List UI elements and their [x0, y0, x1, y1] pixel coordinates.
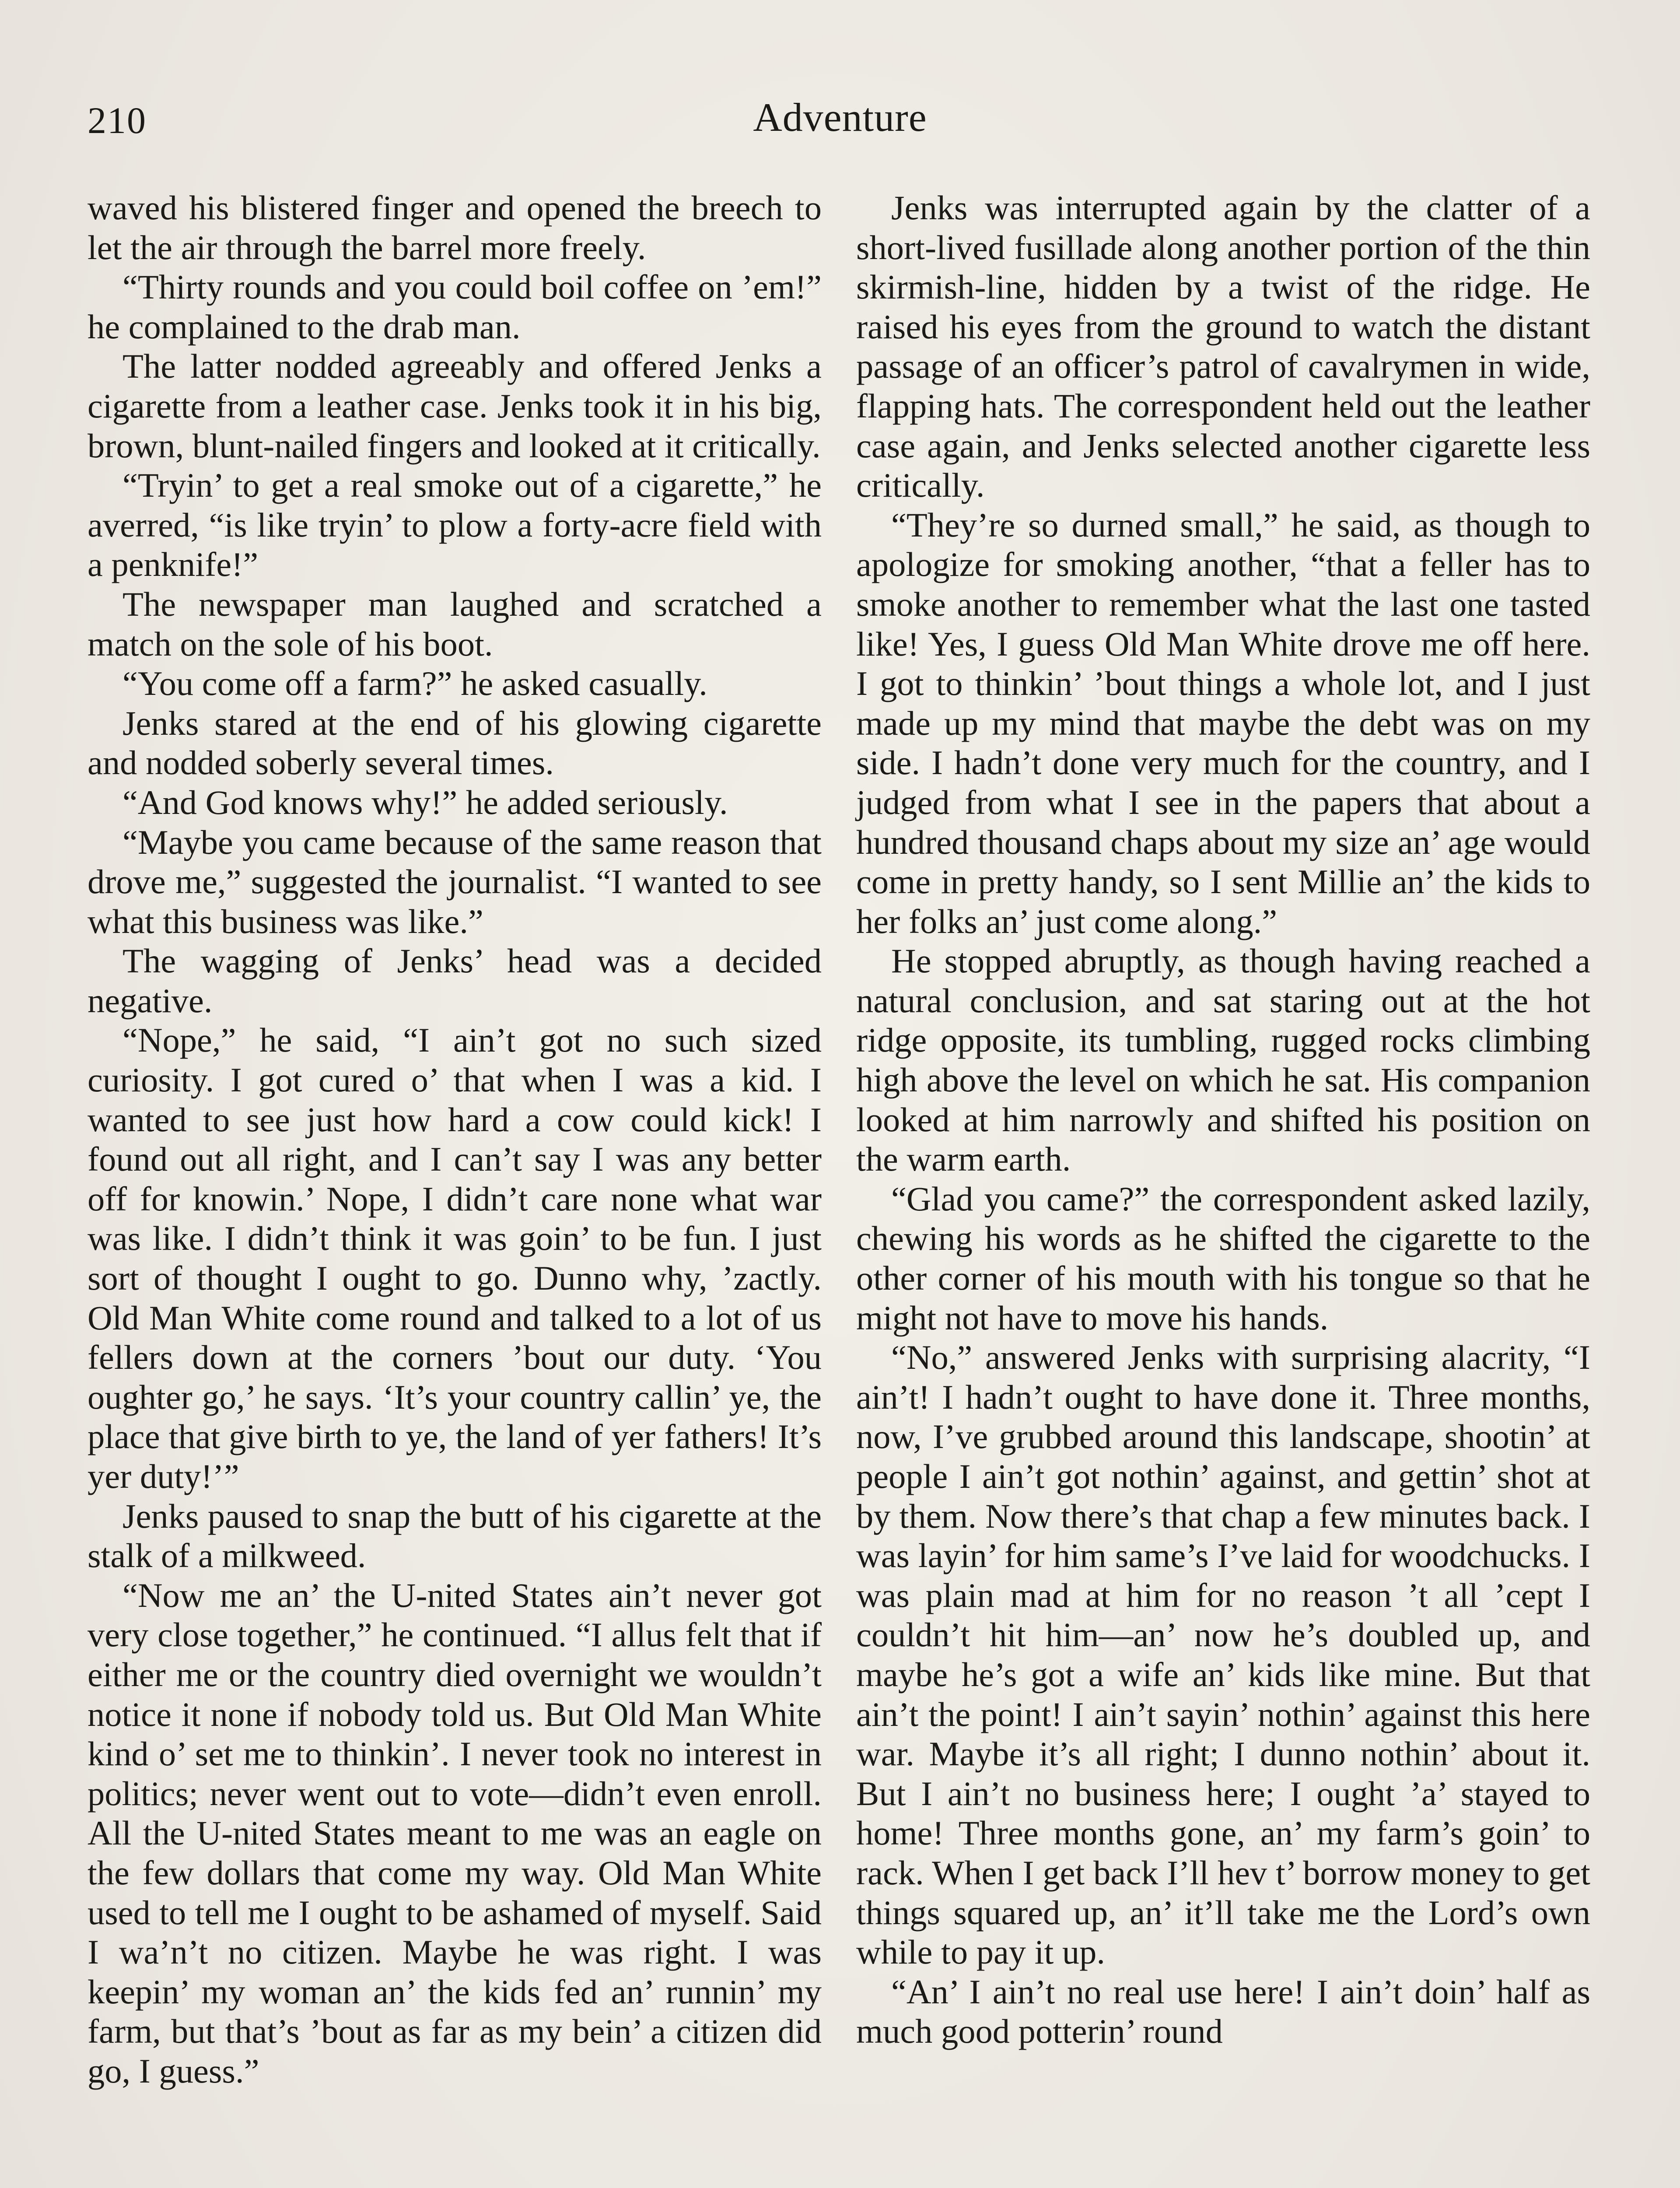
- paragraph: “Maybe you came because of the same reason that drove me,” suggested the journalist. “I wanted to see what this business was like.”: [88, 823, 822, 940]
- paragraph: “Now me an’ the U-nited States ain’t never got very close together,” he continued. “I allus felt that if either me or the country died overnight we wouldn’t notice it none if nobody told us. But Old Man White kind o’ set me to thinkin’. I never took no interest in politics; never went out to vote—didn’t even enroll. All the U-nited States meant to me was an eagle on the few dollars that come my way. Old Man White used to tell me I ought to be ashamed of myself. Said I wa’n’t no citizen. Maybe he was right. I was keepin’ my woman an’ the kids fed an’ runnin’ my farm, but that’s ’bout as far as my bein’ a citizen did go, I guess.”: [88, 1576, 822, 2090]
- paragraph: “Nope,” he said, “I ain’t got no such sized curiosity. I got cured o’ that when I was a kid. I wanted to see just how hard a cow could kick! I found out all right, and I can’t say I was any better off for knowin.’ Nope, I didn’t care none what war was like. I didn’t think it was goin’ to be fun. I just sort of thought I ought to go. Dunno why, ’zactly. Old Man White come round and talked to a lot of us fellers down at the corners ’bout our duty. ‘You oughter go,’ he says. ‘It’s your country callin’ ye, the place that give birth to ye, the land of yer fathers! It’s yer duty!’”: [88, 1021, 822, 1495]
- paragraph: “Thirty rounds and you could boil coffee on ’em!” he complained to the drab man.: [88, 268, 822, 346]
- page-number: 210: [88, 99, 147, 141]
- paragraph: “Glad you came?” the correspondent asked lazily, chewing his words as he shifted the cigarette to the other corner of his mouth with his tongue so that he might not have to move his hands.: [856, 1179, 1590, 1337]
- paragraph: “You come off a farm?” he asked casually.: [122, 664, 707, 703]
- page-header: [88, 88, 1592, 153]
- paragraph: waved his blistered finger and opened the breech to let the air through the barrel more freely.: [88, 189, 822, 266]
- paragraph: The newspaper man laughed and scratched a match on the sole of his boot.: [88, 585, 822, 663]
- paragraph: “No,” answered Jenks with surprising alacrity, “I ain’t! I hadn’t ought to have done it. Three months, now, I’ve grubbed around this landscape, shootin’ at people I ain’t got nothin’ against, and gettin’ shot at by them. Now there’s that chap a few minutes back. I was layin’ for him same’s I’ve laid for woodchucks. I was plain mad at him for no reason ’t all ’cept I couldn’t hit him—an’ now he’s doubled up, and maybe he’s got a wife an’ kids like mine. But that ain’t the point! I ain’t sayin’ nothin’ against this here war. Maybe it’s all right; I dunno nothin’ about it. But I ain’t no business here; I ought ’a’ stayed to home! Three months gone, an’ my farm’s goin’ to rack. When I get back I’ll hev t’ borrow money to get things squared up, an’ it’ll take me the Lord’s own while to pay it up.: [856, 1338, 1590, 1971]
- paragraph: Jenks stared at the end of his glowing cigarette and nodded soberly several times.: [88, 704, 822, 782]
- paragraph: The wagging of Jenks’ head was a decided negative.: [88, 942, 822, 1020]
- left-column: [88, 188, 822, 2091]
- paragraph: He stopped abruptly, as though having reached a natural conclusion, and sat staring out at the hot ridge opposite, its tumbling, rugged rocks climbing high above the level on which he sat. His companion looked at him narrowly and shifted his position on the warm earth.: [856, 942, 1590, 1178]
- paragraph: “And God knows why!” he added seriously.: [122, 783, 728, 821]
- running-head-title: Adventure: [753, 95, 927, 140]
- paragraph: “An’ I ain’t no real use here! I ain’t doin’ half as much good potterin’ round: [856, 1972, 1590, 2051]
- paragraph: “Tryin’ to get a real smoke out of a cigarette,” he averred, “is like tryin’ to plow a forty-acre field with a penknife!”: [88, 466, 822, 584]
- right-column: [856, 188, 1590, 2051]
- paragraph: Jenks paused to snap the butt of his cigarette at the stalk of a milkweed.: [88, 1497, 822, 1575]
- paragraph: Jenks was interrupted again by the clatter of a short-lived fusillade along another portion of the thin skirmish-line, hidden by a twist of the ridge. He raised his eyes from the ground to watch the distant passage of an officer’s patrol of cavalrymen in wide, flapping hats. The correspondent held out the leather case again, and Jenks selected another cigarette less critically.: [856, 189, 1590, 505]
- paragraph: The latter nodded agreeably and offered Jenks a cigarette from a leather case. Jenks took it in his big, brown, blunt-nailed fingers and looked at it critically.: [88, 347, 822, 465]
- paragraph: “They’re so durned small,” he said, as though to apologize for smoking another, “that a feller has to smoke another to remember what the last one tasted like! Yes, I guess Old Man White drove me off here. I got to thinkin’ ’bout things a whole lot, and I just made up my mind that maybe the debt was on my side. I hadn’t done very much for the country, and I judged from what I see in the papers that about a hundred thousand chaps about my size an’ age would come in pretty handy, so I sent Millie an’ the kids to her folks an’ just come along.”: [856, 505, 1590, 940]
